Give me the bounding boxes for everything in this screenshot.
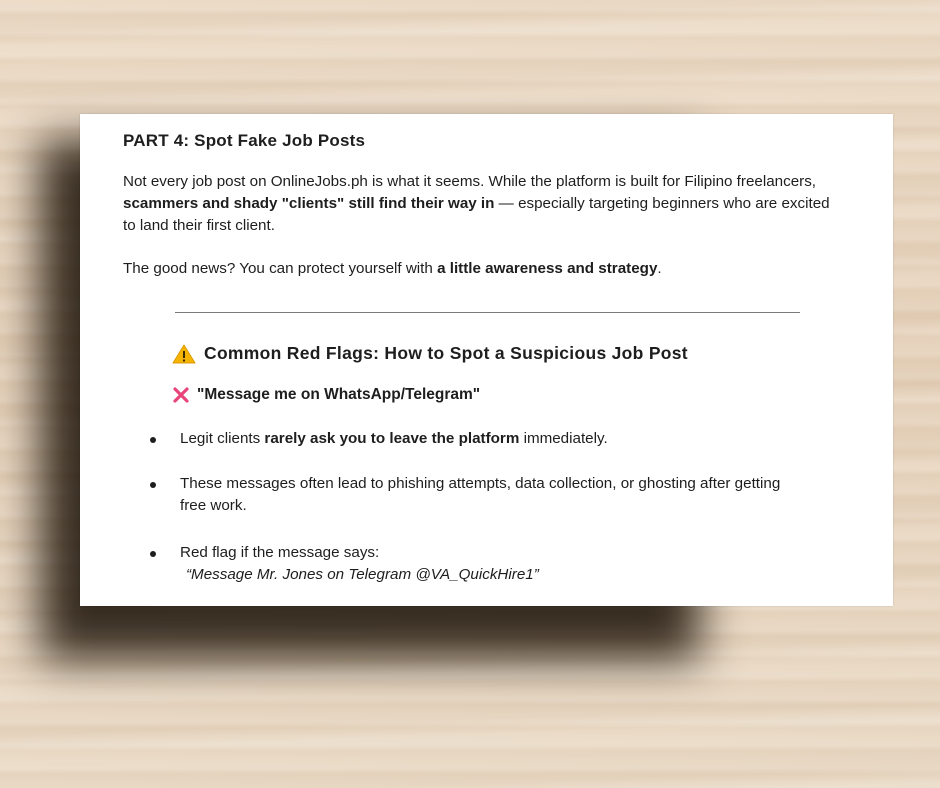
list-item-text bbox=[180, 428, 810, 450]
good-news-text-1: The good news? You can protect yourself with bbox=[123, 260, 438, 277]
good-news-bold-text: a little awareness and strategy bbox=[437, 260, 658, 277]
list-item-text: These messages often lead to phishing attempts, data collection, or ghosting after getting free work. bbox=[180, 475, 781, 514]
section-heading-text: Common Red Flags: How to Spot a Suspicious Job Post bbox=[204, 343, 688, 363]
page-title: PART 4: Spot Fake Job Posts bbox=[123, 131, 366, 150]
good-news-text-2: . bbox=[657, 260, 662, 277]
red-flag-item bbox=[172, 386, 480, 404]
list-item-text bbox=[180, 542, 810, 586]
warning-icon bbox=[172, 344, 196, 364]
good-news-paragraph bbox=[123, 258, 833, 280]
bullet-dot bbox=[150, 482, 156, 488]
document-page bbox=[80, 114, 893, 606]
cross-mark-icon bbox=[172, 386, 190, 404]
quoted-message: “Message Mr. Jones on Telegram @VA_QuickHire1” bbox=[186, 566, 539, 583]
bullet-3-text: Red flag if the message says: bbox=[180, 544, 380, 561]
intro-paragraph bbox=[123, 171, 833, 237]
bullet-dot bbox=[150, 551, 156, 557]
bullet-dot bbox=[150, 437, 156, 443]
bullet-1-bold-text: rarely ask you to leave the platform bbox=[264, 430, 520, 447]
bullet-1-text-1: Legit clients bbox=[180, 430, 265, 447]
bullet-1-text-2: immediately. bbox=[519, 430, 608, 447]
intro-bold-text: scammers and shady "clients" still find their way in bbox=[123, 195, 495, 212]
section-heading bbox=[172, 343, 688, 364]
divider bbox=[175, 312, 800, 313]
red-flag-label: "Message me on WhatsApp/Telegram" bbox=[197, 386, 481, 403]
intro-text-1: Not every job post on OnlineJobs.ph is what it seems. While the platform is built for Filipino freelancers, bbox=[123, 173, 817, 190]
intro-text-2: — especially targeting beginners who are excited to land their first client. bbox=[123, 195, 830, 234]
